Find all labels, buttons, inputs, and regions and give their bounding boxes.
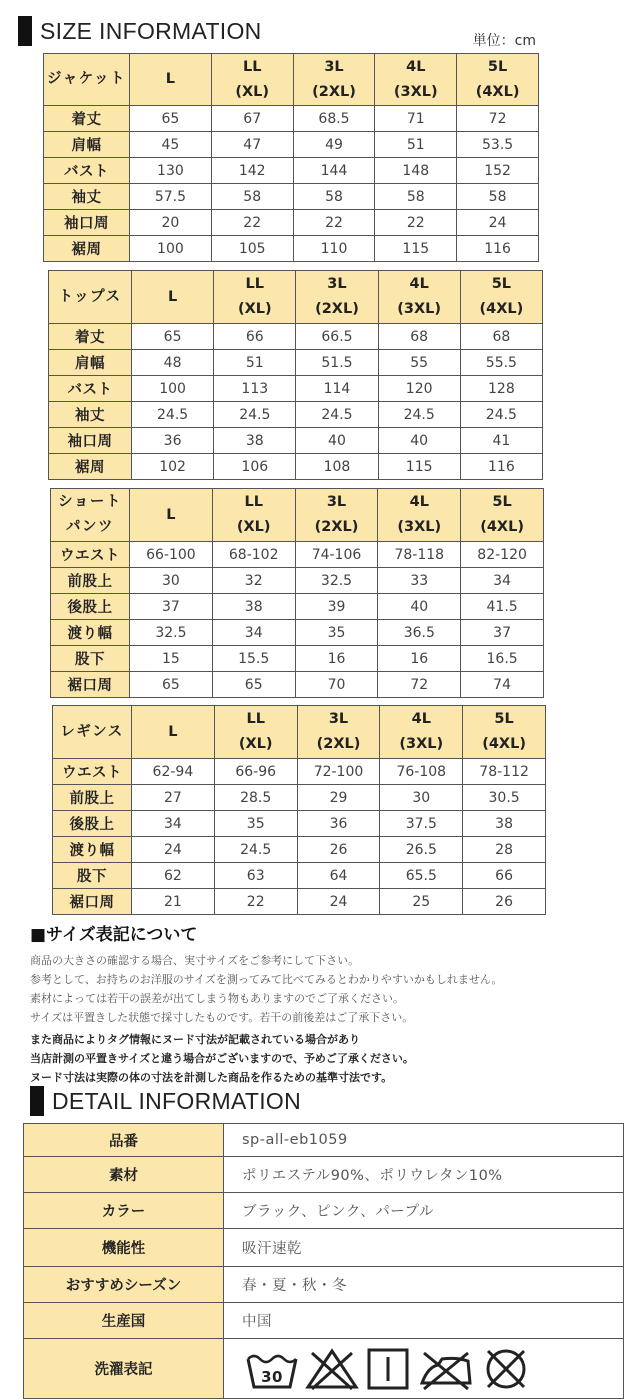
cell: 53.5 <box>457 132 539 158</box>
cell: 37 <box>130 594 213 620</box>
table-row <box>51 646 544 672</box>
row-label: ウエスト <box>53 759 132 785</box>
cell: 64 <box>297 863 380 889</box>
table-row <box>49 350 543 376</box>
cell: 36.5 <box>378 620 461 646</box>
section-bar <box>18 16 32 46</box>
table-row <box>53 759 546 785</box>
cell: 27 <box>132 785 215 811</box>
table-row <box>44 184 539 210</box>
cell: 55 <box>378 350 460 376</box>
detail-label: カラー <box>24 1193 224 1229</box>
size-header: LL (XL) <box>214 706 297 759</box>
cell: 110 <box>293 236 375 262</box>
row-label: 股下 <box>51 646 130 672</box>
row-label: 裾周 <box>49 454 132 480</box>
cell: 32.5 <box>295 568 378 594</box>
cell: 30 <box>380 785 463 811</box>
leggings-label: レギンス <box>53 706 132 759</box>
cell: 28.5 <box>214 785 297 811</box>
row-label: 裾口周 <box>53 889 132 915</box>
cell: 71 <box>375 106 457 132</box>
row-label: 後股上 <box>51 594 130 620</box>
notes-title: ■サイズ表記について <box>30 925 198 945</box>
cell: 70 <box>295 672 378 698</box>
care-symbols <box>224 1339 624 1399</box>
cell: 33 <box>378 568 461 594</box>
cell: 38 <box>214 428 296 454</box>
cell: 65 <box>130 672 213 698</box>
row-label: 袖丈 <box>49 402 132 428</box>
cell: 51 <box>375 132 457 158</box>
detail-table <box>23 1123 624 1399</box>
cell: 116 <box>460 454 542 480</box>
cell: 24.5 <box>378 402 460 428</box>
cell: 68 <box>378 324 460 350</box>
cell: 35 <box>214 811 297 837</box>
header-row <box>51 489 544 542</box>
row-label: 肩幅 <box>49 350 132 376</box>
wash-30-icon <box>246 1347 298 1391</box>
detail-value: 吸汗速乾 <box>224 1229 624 1267</box>
cell: 72 <box>457 106 539 132</box>
leggings-size-table <box>52 705 546 915</box>
cell: 40 <box>296 428 378 454</box>
cell: 105 <box>211 236 293 262</box>
size-header: 5L (4XL) <box>457 54 539 106</box>
table-row <box>44 158 539 184</box>
row-label: 裾口周 <box>51 672 130 698</box>
header-row <box>44 54 539 106</box>
detail-label: 生産国 <box>24 1303 224 1339</box>
size-header: 4L (3XL) <box>378 489 461 542</box>
no-dry-clean-icon <box>482 1347 530 1391</box>
detail-row-product-no <box>24 1124 624 1157</box>
detail-value: ポリエステル90%、ポリウレタン10% <box>224 1157 624 1193</box>
cell: 22 <box>211 210 293 236</box>
detail-row-season <box>24 1267 624 1303</box>
cell: 38 <box>463 811 546 837</box>
size-information-header <box>18 15 262 47</box>
cell: 40 <box>378 594 461 620</box>
jacket-label: ジャケット <box>44 54 130 106</box>
cell: 32 <box>212 568 295 594</box>
cell: 24.5 <box>460 402 542 428</box>
size-header: 3L (2XL) <box>293 54 375 106</box>
row-label: 裾周 <box>44 236 130 262</box>
cell: 40 <box>378 428 460 454</box>
jacket-size-table <box>43 53 539 262</box>
note-bold-line: ヌード寸法は実際の体の寸法を計測した商品を作るための基準寸法です。 <box>30 1071 393 1084</box>
size-header: 5L (4XL) <box>463 706 546 759</box>
cell: 34 <box>212 620 295 646</box>
cell: 25 <box>380 889 463 915</box>
cell: 24.5 <box>132 402 214 428</box>
line-dry-icon <box>366 1347 410 1391</box>
cell: 24.5 <box>296 402 378 428</box>
cell: 38 <box>212 594 295 620</box>
detail-value: 中国 <box>224 1303 624 1339</box>
cell: 62-94 <box>132 759 215 785</box>
detail-row-origin <box>24 1303 624 1339</box>
row-label: 後股上 <box>53 811 132 837</box>
cell: 116 <box>457 236 539 262</box>
cell: 100 <box>132 376 214 402</box>
cell: 66 <box>463 863 546 889</box>
cell: 82-120 <box>461 542 544 568</box>
cell: 72 <box>378 672 461 698</box>
table-row <box>49 428 543 454</box>
detail-label: おすすめシーズン <box>24 1267 224 1303</box>
cell: 47 <box>211 132 293 158</box>
cell: 16 <box>378 646 461 672</box>
table-row <box>44 210 539 236</box>
note-line: 参考として、お持ちのお洋服のサイズを測ってみて比べてみるとわかりやすいかもしれません。 <box>30 973 503 986</box>
cell: 106 <box>214 454 296 480</box>
cell: 45 <box>130 132 212 158</box>
size-header: L <box>130 489 213 542</box>
cell: 37 <box>461 620 544 646</box>
table-row <box>51 620 544 646</box>
cell: 62 <box>132 863 215 889</box>
table-row <box>44 236 539 262</box>
table-row <box>53 811 546 837</box>
cell: 66 <box>214 324 296 350</box>
cell: 34 <box>461 568 544 594</box>
size-header: 4L (3XL) <box>375 54 457 106</box>
cell: 68-102 <box>212 542 295 568</box>
cell: 24 <box>132 837 215 863</box>
cell: 30.5 <box>463 785 546 811</box>
svg-text:30: 30 <box>261 1367 283 1386</box>
cell: 115 <box>375 236 457 262</box>
detail-value: sp-all-eb1059 <box>224 1124 624 1157</box>
tops-size-table <box>48 270 543 480</box>
cell: 67 <box>211 106 293 132</box>
cell: 24.5 <box>214 402 296 428</box>
cell: 15 <box>130 646 213 672</box>
cell: 20 <box>130 210 212 236</box>
detail-information-title: DETAIL INFORMATION <box>52 1087 302 1114</box>
size-header: L <box>132 271 214 324</box>
cell: 114 <box>296 376 378 402</box>
cell: 72-100 <box>297 759 380 785</box>
detail-label: 洗濯表記 <box>24 1339 224 1399</box>
cell: 41.5 <box>461 594 544 620</box>
size-header: L <box>132 706 215 759</box>
cell: 65 <box>130 106 212 132</box>
cell: 26 <box>463 889 546 915</box>
cell: 24 <box>297 889 380 915</box>
size-header: 3L (2XL) <box>297 706 380 759</box>
table-row <box>53 837 546 863</box>
table-row <box>51 568 544 594</box>
detail-value: 春・夏・秋・冬 <box>224 1267 624 1303</box>
detail-row-color <box>24 1193 624 1229</box>
cell: 22 <box>375 210 457 236</box>
cell: 63 <box>214 863 297 889</box>
cell: 58 <box>293 184 375 210</box>
cell: 74 <box>461 672 544 698</box>
cell: 115 <box>378 454 460 480</box>
header-row <box>53 706 546 759</box>
cell: 130 <box>130 158 212 184</box>
shorts-label: ショート パンツ <box>51 489 130 542</box>
cell: 74-106 <box>295 542 378 568</box>
row-label: 渡り幅 <box>53 837 132 863</box>
cell: 28 <box>463 837 546 863</box>
detail-row-material <box>24 1157 624 1193</box>
cell: 51 <box>214 350 296 376</box>
cell: 36 <box>132 428 214 454</box>
size-header: 3L (2XL) <box>296 271 378 324</box>
cell: 57.5 <box>130 184 212 210</box>
note-bold-line: 当店計測の平置きサイズと違う場合がございますので、予めご了承ください。 <box>30 1052 414 1065</box>
cell: 128 <box>460 376 542 402</box>
row-label: バスト <box>49 376 132 402</box>
cell: 102 <box>132 454 214 480</box>
row-label: バスト <box>44 158 130 184</box>
cell: 30 <box>130 568 213 594</box>
table-row <box>53 889 546 915</box>
row-label: ウエスト <box>51 542 130 568</box>
size-notes <box>30 920 630 1087</box>
cell: 142 <box>211 158 293 184</box>
row-label: 前股上 <box>53 785 132 811</box>
table-row <box>49 402 543 428</box>
table-row <box>49 324 543 350</box>
detail-information-header <box>30 1085 301 1117</box>
cell: 113 <box>214 376 296 402</box>
cell: 51.5 <box>296 350 378 376</box>
table-row <box>44 132 539 158</box>
cell: 100 <box>130 236 212 262</box>
cell: 41 <box>460 428 542 454</box>
note-bold-line: また商品によりタグ情報にヌード寸法が記載されている場合があり <box>30 1033 360 1046</box>
row-label: 前股上 <box>51 568 130 594</box>
cell: 34 <box>132 811 215 837</box>
row-label: 肩幅 <box>44 132 130 158</box>
cell: 65.5 <box>380 863 463 889</box>
cell: 66-100 <box>130 542 213 568</box>
table-row <box>51 594 544 620</box>
cell: 58 <box>211 184 293 210</box>
size-header: L <box>130 54 212 106</box>
cell: 58 <box>375 184 457 210</box>
table-row <box>49 454 543 480</box>
cell: 16 <box>295 646 378 672</box>
no-iron-icon <box>416 1347 476 1391</box>
row-label: 渡り幅 <box>51 620 130 646</box>
detail-row-function <box>24 1229 624 1267</box>
row-label: 袖口周 <box>44 210 130 236</box>
cell: 108 <box>296 454 378 480</box>
cell: 24 <box>457 210 539 236</box>
cell: 76-108 <box>380 759 463 785</box>
cell: 26.5 <box>380 837 463 863</box>
shorts-size-table <box>50 488 544 698</box>
header-row <box>49 271 543 324</box>
cell: 58 <box>457 184 539 210</box>
cell: 22 <box>214 889 297 915</box>
cell: 21 <box>132 889 215 915</box>
cell: 36 <box>297 811 380 837</box>
size-header: 3L (2XL) <box>295 489 378 542</box>
cell: 78-118 <box>378 542 461 568</box>
table-row <box>44 106 539 132</box>
table-row <box>51 542 544 568</box>
cell: 55.5 <box>460 350 542 376</box>
cell: 148 <box>375 158 457 184</box>
row-label: 着丈 <box>49 324 132 350</box>
table-row <box>51 672 544 698</box>
cell: 24.5 <box>214 837 297 863</box>
cell: 66-96 <box>214 759 297 785</box>
cell: 39 <box>295 594 378 620</box>
detail-label: 品番 <box>24 1124 224 1157</box>
size-header: 5L (4XL) <box>460 271 542 324</box>
cell: 26 <box>297 837 380 863</box>
cell: 144 <box>293 158 375 184</box>
cell: 66.5 <box>296 324 378 350</box>
size-header: 5L (4XL) <box>461 489 544 542</box>
cell: 78-112 <box>463 759 546 785</box>
cell: 120 <box>378 376 460 402</box>
row-label: 袖丈 <box>44 184 130 210</box>
no-bleach-icon <box>304 1347 360 1391</box>
cell: 49 <box>293 132 375 158</box>
cell: 65 <box>132 324 214 350</box>
cell: 68 <box>460 324 542 350</box>
table-row <box>53 785 546 811</box>
cell: 65 <box>212 672 295 698</box>
size-header: LL (XL) <box>214 271 296 324</box>
cell: 16.5 <box>461 646 544 672</box>
size-header: LL (XL) <box>211 54 293 106</box>
detail-row-care <box>24 1339 624 1399</box>
table-row <box>49 376 543 402</box>
cell: 35 <box>295 620 378 646</box>
size-information-title: SIZE INFORMATION <box>40 17 262 44</box>
cell: 48 <box>132 350 214 376</box>
section-bar <box>30 1086 44 1116</box>
note-line: サイズは平置きした状態で採寸したものです。若干の前後差はご了承下さい。 <box>30 1011 414 1024</box>
cell: 152 <box>457 158 539 184</box>
size-header: 4L (3XL) <box>380 706 463 759</box>
row-label: 袖口周 <box>49 428 132 454</box>
detail-value: ブラック、ピンク、パープル <box>224 1193 624 1229</box>
row-label: 股下 <box>53 863 132 889</box>
row-label: 着丈 <box>44 106 130 132</box>
cell: 68.5 <box>293 106 375 132</box>
size-header: 4L (3XL) <box>378 271 460 324</box>
cell: 37.5 <box>380 811 463 837</box>
cell: 32.5 <box>130 620 213 646</box>
cell: 22 <box>293 210 375 236</box>
tops-label: トップス <box>49 271 132 324</box>
detail-label: 素材 <box>24 1157 224 1193</box>
note-line: 素材によっては若干の誤差が出てしまう物もありますのでご了承ください。 <box>30 992 404 1005</box>
cell: 29 <box>297 785 380 811</box>
table-row <box>53 863 546 889</box>
detail-label: 機能性 <box>24 1229 224 1267</box>
cell: 15.5 <box>212 646 295 672</box>
note-line: 商品の大きさの確認する場合、実寸サイズをご参考にして下さい。 <box>30 954 360 967</box>
unit-label: 単位：cm <box>472 33 536 49</box>
size-header: LL (XL) <box>212 489 295 542</box>
